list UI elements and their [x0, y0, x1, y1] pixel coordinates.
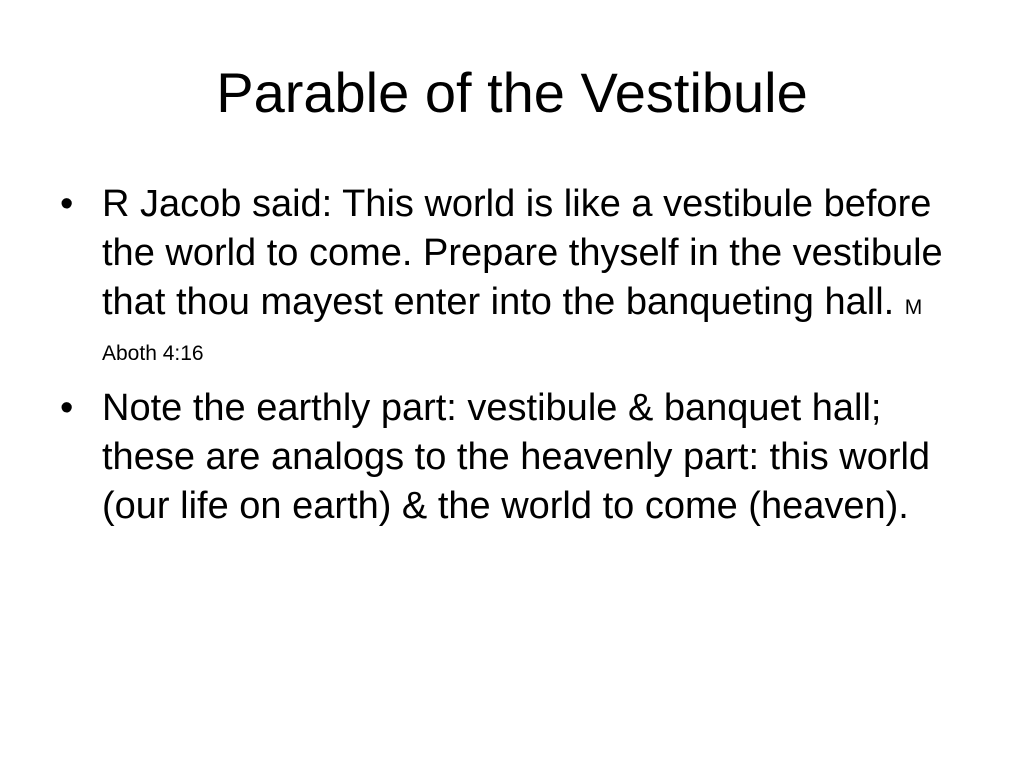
bullet-text: R Jacob said: This world is like a vestibule before the world to come. Prepare thyself in the vestibule that thou mayest enter into the banqueting hall.	[102, 183, 943, 323]
citation-prefix: M	[904, 296, 923, 319]
bullet-item-note	[60, 384, 960, 531]
bullet-icon: •	[60, 183, 74, 225]
slide-title: Parable of the Vestibule	[216, 61, 808, 124]
bullet-list	[60, 180, 960, 531]
bullet-icon: •	[60, 387, 74, 429]
citation-reference: Aboth 4:16	[102, 342, 204, 365]
bullet-text: Note the earthly part: vestibule & banquet hall; these are analogs to the heavenly part: this world (our life on earth) & the world to come (heaven).	[102, 387, 931, 527]
bullet-item-jacob-quote	[60, 180, 960, 364]
